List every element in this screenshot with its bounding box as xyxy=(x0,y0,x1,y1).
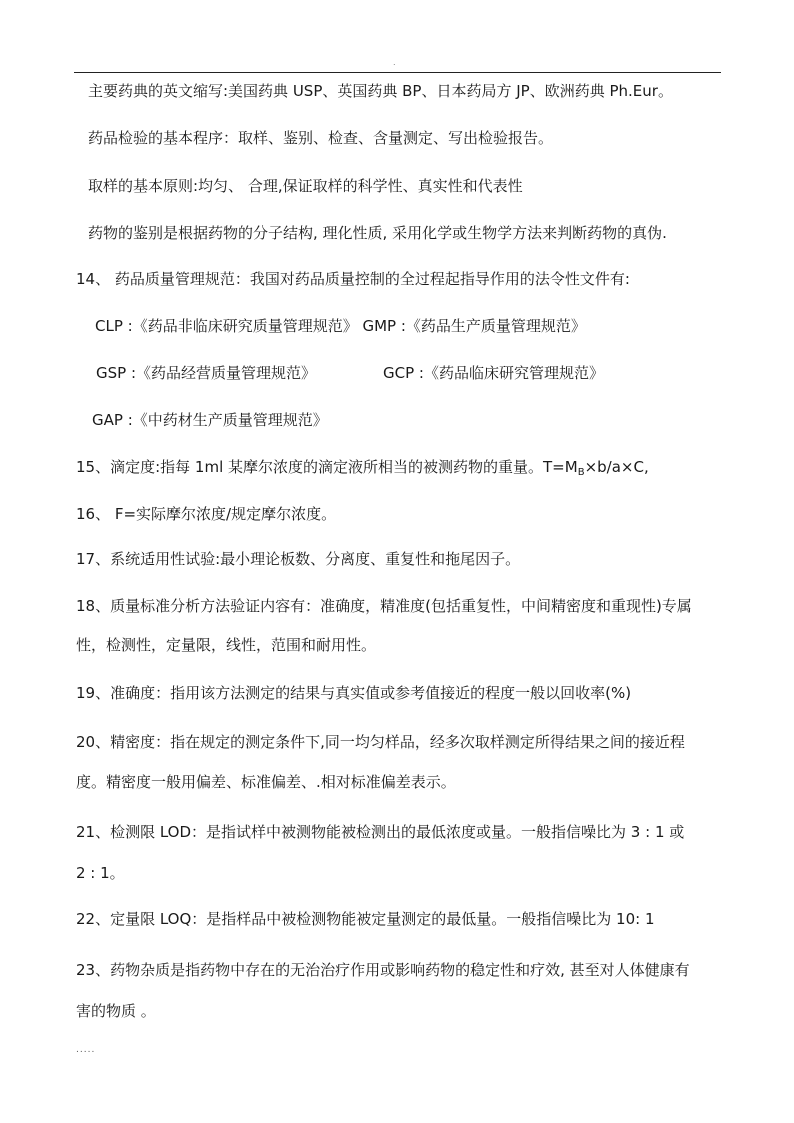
text-line: 度。精密度一般用偏差、标准偏差、.相对标准偏差表示。 xyxy=(76,773,456,791)
text-line: 21、检测限 LOD：是指试样中被测物能被检测出的最低浓度或量。一般指信噪比为 3 : 1 或 xyxy=(76,823,685,841)
text-line: 23、药物杂质是指药物中存在的无治治疗作用或影响药物的稳定性和疗效, 甚至对人体健康有 xyxy=(76,961,690,979)
text-line: GSP :《药品经营质量管理规范》 xyxy=(96,364,317,382)
text-line: 18、质量标准分析方法验证内容有：准确度，精准度(包括重复性，中间精密度和重现性)专属 xyxy=(76,597,692,615)
text-line: 药物的鉴别是根据药物的分子结构, 理化性质, 采用化学或生物学方法来判断药物的真伪. xyxy=(88,224,667,242)
formula-prefix: T=M xyxy=(543,458,578,476)
text-line: 害的物质 。 xyxy=(76,1002,156,1020)
text-line: 2 : 1。 xyxy=(76,864,125,882)
text-line-15: 15、滴定度:指每 1ml 某摩尔浓度的滴定液所相当的被测药物的重量。 xyxy=(76,458,544,476)
text-line: 20、精密度：指在规定的测定条件下,同一均匀样品，经多次取样测定所得结果之间的接近程 xyxy=(76,733,685,751)
footer-mark: ..... xyxy=(76,1045,96,1055)
formula-subscript: B xyxy=(577,467,585,478)
text-line: 取样的基本原则:均匀、 合理,保证取样的科学性、真实性和代表性 xyxy=(88,177,523,195)
text-line: 17、系统适用性试验:最小理论板数、分离度、重复性和拖尾因子。 xyxy=(76,550,521,568)
text-line: 22、定量限 LOQ：是指样品中被检测物能被定量测定的最低量。一般指信噪比为 10: 1 xyxy=(76,910,655,928)
text-line: 药品检验的基本程序：取样、鉴别、检查、含量测定、写出检验报告。 xyxy=(88,129,554,147)
text-line: CLP :《药品非临床研究质量管理规范》 GMP :《药品生产质量管理规范》 xyxy=(95,317,586,335)
text-line: 性，检测性，定量限，线性，范围和耐用性。 xyxy=(76,636,377,654)
formula-suffix: ×b/a×C, xyxy=(584,458,649,476)
text-line: 16、 F=实际摩尔浓度/规定摩尔浓度。 xyxy=(76,505,337,523)
header-rule xyxy=(74,72,721,73)
header-mark: . xyxy=(393,58,396,67)
text-line xyxy=(76,457,649,477)
text-line: 主要药典的英文缩写:美国药典 USP、英国药典 BP、日本药局方 JP、欧洲药典 Ph.Eur。 xyxy=(88,82,673,100)
text-line: GAP :《中药材生产质量管理规范》 xyxy=(92,411,328,429)
text-line: 14、 药品质量管理规范：我国对药品质量控制的全过程起指导作用的法令性文件有: xyxy=(76,270,630,288)
text-line: 19、准确度：指用该方法测定的结果与真实值或参考值接近的程度一般以回收率(%) xyxy=(76,684,632,702)
text-line: GCP :《药品临床研究管理规范》 xyxy=(383,364,604,382)
